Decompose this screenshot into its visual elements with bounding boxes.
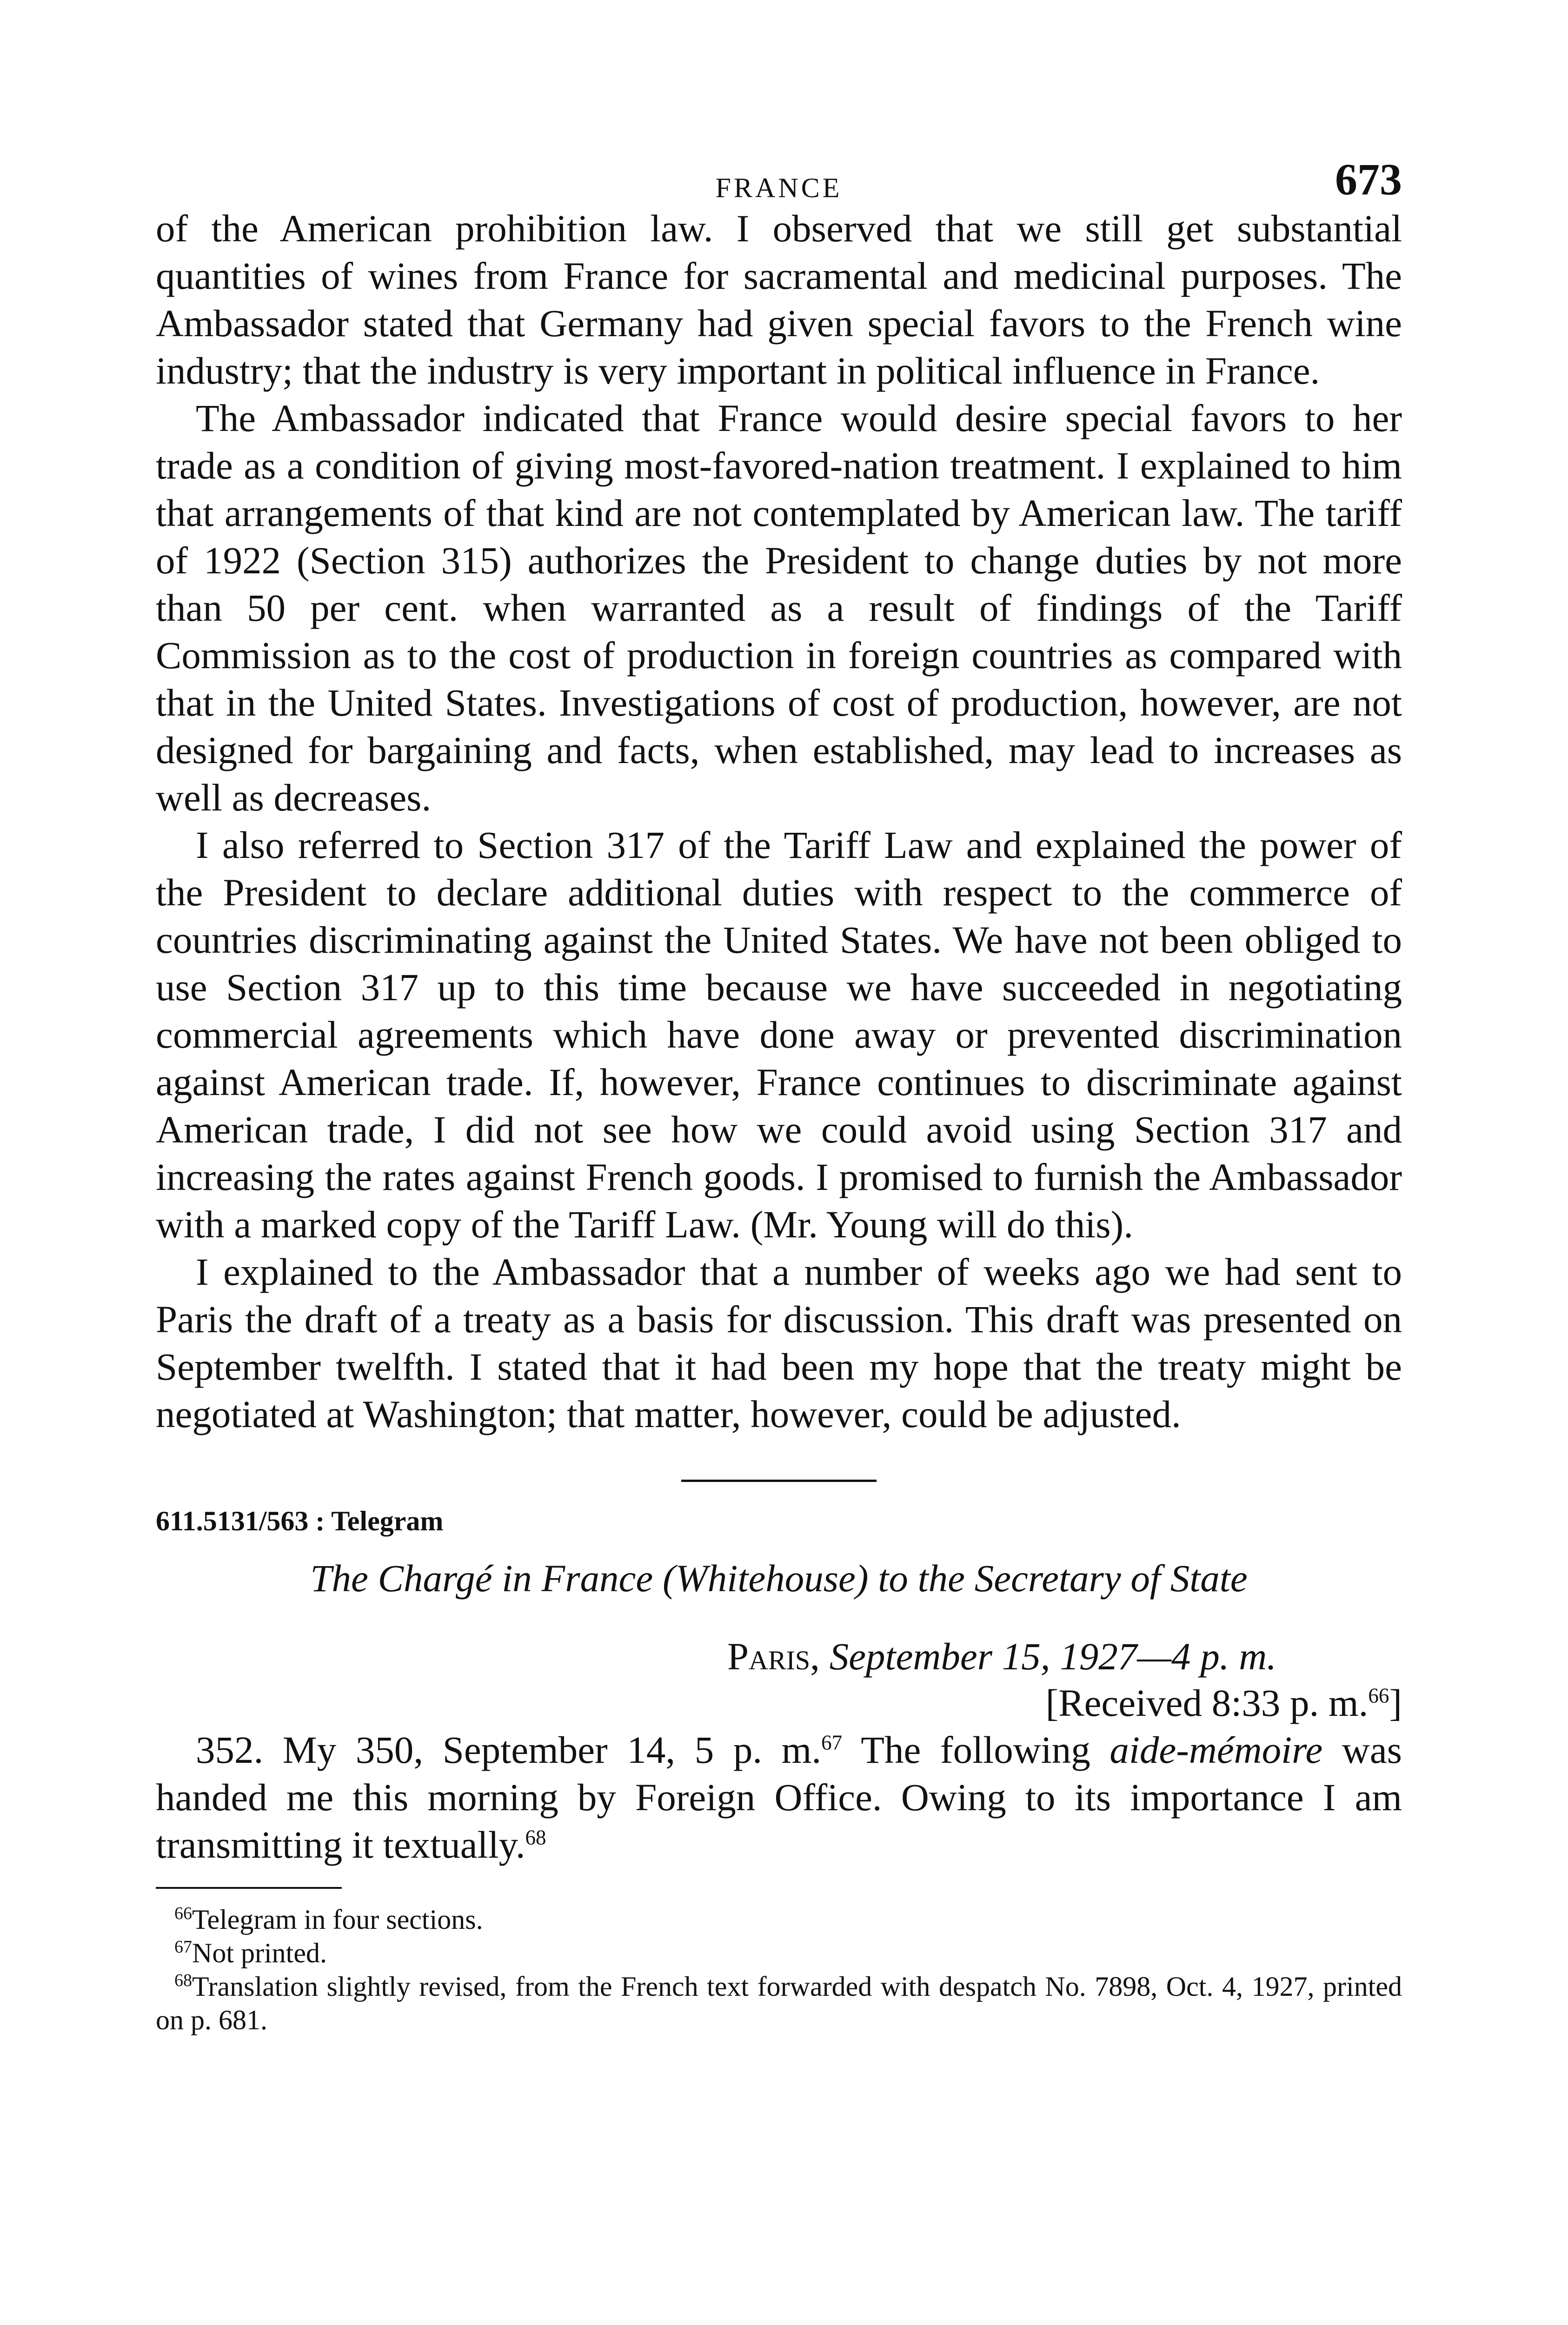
footnote-ref-68[interactable]: 68: [525, 1826, 546, 1849]
section-divider: [681, 1480, 877, 1482]
page-header: [156, 153, 1402, 205]
footnote-mark: 66: [174, 1904, 192, 1923]
footnote-67: [156, 1936, 1402, 1970]
footnote-mark: 67: [174, 1937, 192, 1957]
document-title: The Chargé in France (Whitehouse) to the Secretary of State: [310, 1557, 1248, 1600]
footnote-text: Not printed.: [192, 1938, 327, 1968]
footnote-68: [156, 1970, 1402, 2037]
footnote-ref-67[interactable]: 67: [821, 1731, 843, 1754]
footnote-66: [156, 1903, 1402, 1936]
received-line: [156, 1680, 1402, 1726]
received-text: [Received 8:33 p. m.: [1045, 1681, 1369, 1724]
footnote-rule: [156, 1887, 342, 1889]
paragraph-4: I explained to the Ambassador that a number of weeks ago we had sent to Paris the draft of a treaty as a basis for discussion. This draft was presented on September twelfth. I stated that it had been my hope that the treaty might be negotiated at Washington; that matter, however, could be adjusted.: [156, 1250, 1402, 1435]
file-reference: 611.5131/563 : Telegram: [156, 1506, 444, 1536]
footnote-mark: 68: [174, 1971, 192, 1990]
telegram-body-italic: aide-mémoire: [1110, 1728, 1323, 1771]
telegram-body-part3: was handed me this morning by Foreign Office. Owing to its importance I am transmitting it textually.: [156, 1728, 1402, 1866]
footnote-text: Translation slightly revised, from the French text forwarded with despatch No. 7898, Oct. 4, 1927, printed on p. 681.: [156, 1971, 1402, 2035]
paragraph-1: of the American prohibition law. I observed that we still get substantial quantities of wines from France for sacramental and medicinal purposes. The Ambassador stated that Germany had given special favors to the French wine industry; that the industry is very important in political influence in France.: [156, 207, 1402, 392]
telegram-body: [156, 1726, 1402, 1868]
paragraph-2: The Ambassador indicated that France would desire special favors to her trade as a condition of giving most-favored-nation treatment. I explained to him that arrangements of that kind are not contemplated by American law. The tariff of 1922 (Section 315) authorizes the President to change duties by not more than 50 per cent. when warranted as a result of findings of the Tariff Commission as to the cost of production in foreign countries as compared with that in the United States. Investigations of cost of production, however, are not designed for bargaining and facts, when established, may lead to increases as well as decreases.: [156, 397, 1402, 819]
received-close: ]: [1389, 1681, 1402, 1724]
telegram-body-part2: The following: [842, 1728, 1110, 1771]
running-head: FRANCE: [715, 173, 843, 203]
dateline: [156, 1633, 1402, 1680]
footnote-text: Telegram in four sections.: [192, 1904, 483, 1935]
dateline-date: September 15, 1927—4 p. m.: [829, 1635, 1276, 1678]
paragraph-3: I also referred to Section 317 of the Tariff Law and explained the power of the President to declare additional duties with respect to the commerce of countries discriminating against the United States. We have not been obliged to use Section 317 up to this time because we have succeeded in negotiating commercial agreements which have done away or prevented discrimination against American trade. If, however, France continues to discriminate against American trade, I did not see how we could avoid using Section 317 and increasing the rates against French goods. I promised to furnish the Ambassador with a marked copy of the Tariff Law. (Mr. Young will do this).: [156, 824, 1402, 1246]
telegram-body-part1: 352. My 350, September 14, 5 p. m.: [196, 1728, 822, 1771]
dateline-place: Paris,: [727, 1635, 820, 1678]
page-number: 673: [1335, 154, 1402, 204]
footnote-ref-66[interactable]: 66: [1368, 1684, 1389, 1707]
document-page: [156, 153, 1402, 2037]
